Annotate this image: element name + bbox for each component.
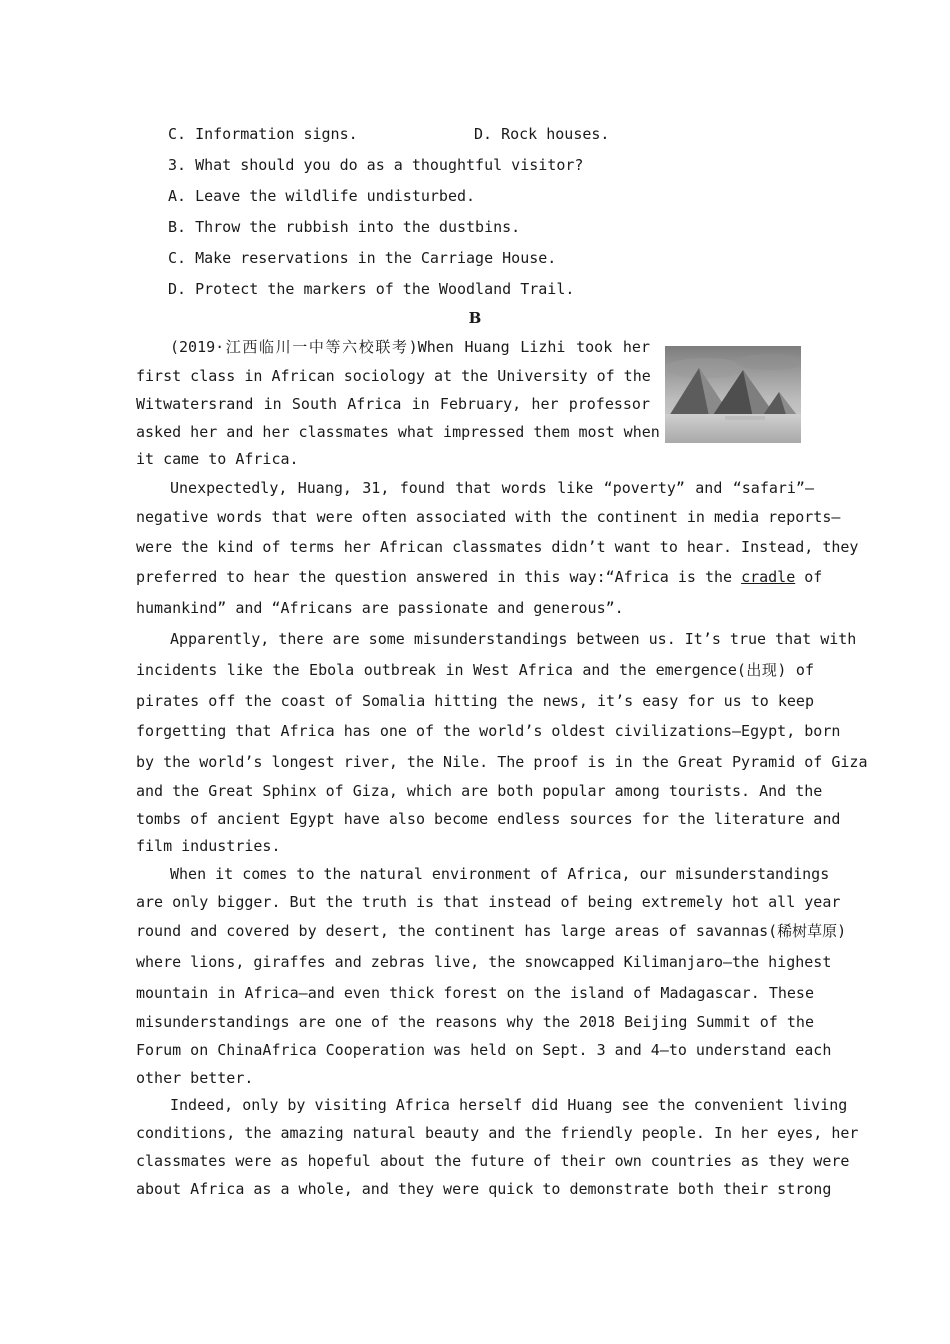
passage-line: about Africa as a whole, and they were quick to demonstrate both their strong [136, 1180, 832, 1198]
question-3-option-a: A. Leave the wildlife undisturbed. [168, 187, 476, 205]
option-d-prev: D. Rock houses. [474, 125, 610, 143]
passage-line: Indeed, only by visiting Africa herself did Huang see the convenient living [170, 1096, 848, 1114]
passage-line: negative words that were often associated with the continent in media reports— [136, 508, 841, 526]
passage-line: tombs of ancient Egypt have also become endless sources for the literature and [136, 810, 841, 828]
passage-line: forgetting that Africa has one of the world’s oldest civilizations—Egypt, born [136, 722, 841, 740]
passage-text: of [804, 568, 823, 586]
passage-line: other better. [136, 1069, 254, 1087]
section-label: B [468, 309, 482, 327]
passage-line: film industries. [136, 837, 281, 855]
passage-line-with-underline [136, 567, 823, 587]
passage-line: incidents like the Ebola outbreak in West Africa and the emergence(出现) of [136, 661, 814, 679]
passage-line: pirates off the coast of Somalia hitting the news, it’s easy for us to keep [136, 692, 814, 710]
question-3-option-b: B. Throw the rubbish into the dustbins. [168, 218, 521, 236]
passage-line: conditions, the amazing natural beauty and the friendly people. In her eyes, her [136, 1124, 859, 1142]
passage-line: When it comes to the natural environment of Africa, our misunderstandings [170, 865, 830, 883]
passage-line: where lions, giraffes and zebras live, the snowcapped Kilimanjaro—the highest [136, 953, 832, 971]
question-3-option-c: C. Make reservations in the Carriage House. [168, 249, 557, 267]
passage-line: by the world’s longest river, the Nile. The proof is in the Great Pyramid of Giza [136, 753, 868, 771]
underlined-word-cradle: cradle [741, 568, 796, 586]
option-c-prev: C. Information signs. [168, 125, 358, 143]
passage-line: Apparently, there are some misunderstandings between us. It’s true that with [170, 630, 857, 648]
passage-line: misunderstandings are one of the reasons why the 2018 Beijing Summit of the [136, 1013, 814, 1031]
passage-line: were the kind of terms her African classmates didn’t want to hear. Instead, they [136, 538, 859, 556]
passage-line: (2019·江西临川一中等六校联考)When Huang Lizhi took her [170, 338, 650, 356]
passage-line: asked her and her classmates what impressed them most when [136, 423, 660, 441]
passage-line: and the Great Sphinx of Giza, which are both popular among tourists. And the [136, 782, 823, 800]
passage-line: mountain in Africa—and even thick forest on the island of Madagascar. These [136, 984, 814, 1002]
passage-line: it came to Africa. [136, 450, 299, 468]
passage-text: preferred to hear the question answered in this way:“Africa is the [136, 568, 733, 586]
passage-line: Forum on ChinaAfrica Cooperation was held on Sept. 3 and 4—to understand each [136, 1041, 832, 1059]
passage-line: humankind” and “Africans are passionate and generous”. [136, 599, 624, 617]
question-3-stem: 3. What should you do as a thoughtful visitor? [168, 156, 584, 174]
passage-line: round and covered by desert, the continent has large areas of savannas(稀树草原) [136, 922, 847, 940]
question-3-option-d: D. Protect the markers of the Woodland Trail. [168, 280, 575, 298]
passage-line: Witwatersrand in South Africa in February, her professor [136, 395, 650, 413]
passage-line: classmates were as hopeful about the future of their own countries as they were [136, 1152, 850, 1170]
pyramids-photo [665, 346, 801, 443]
passage-line: are only bigger. But the truth is that instead of being extremely hot all year [136, 893, 841, 911]
passage-line: first class in African sociology at the University of the [136, 367, 651, 385]
passage-line: Unexpectedly, Huang, 31, found that words like “poverty” and “safari”— [170, 479, 814, 497]
